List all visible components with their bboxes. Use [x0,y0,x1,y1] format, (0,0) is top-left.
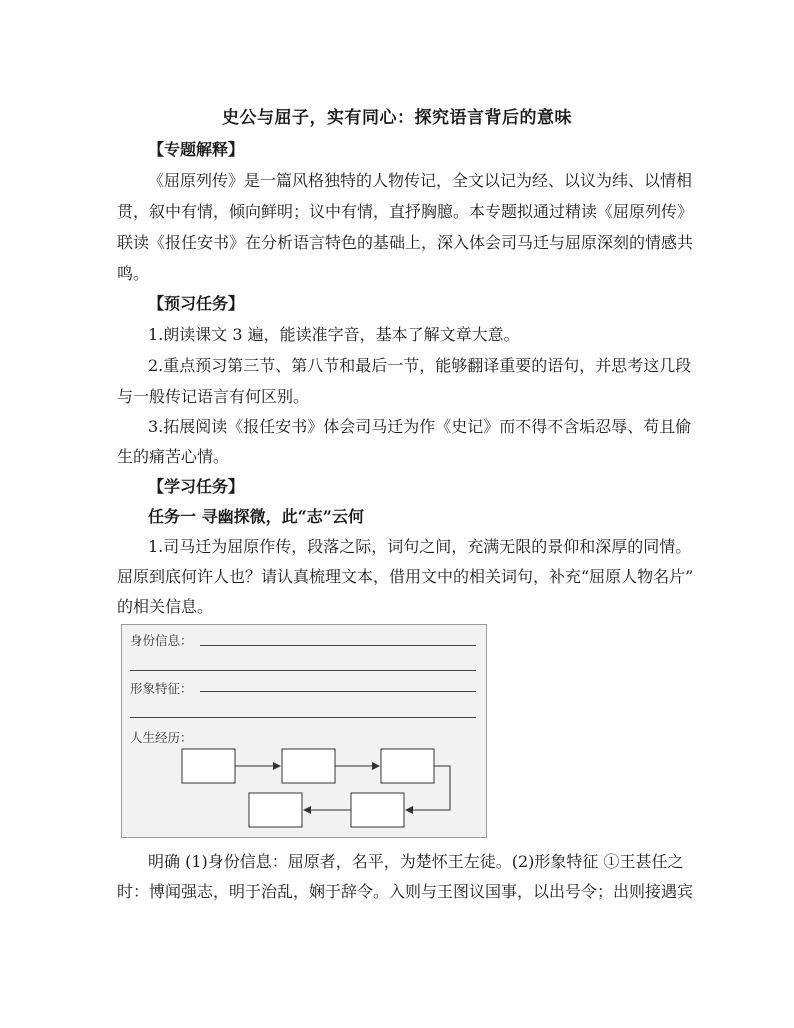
answer-line: 时：博闻强志，明于治乱，娴于辞令。入则与王图议国事，以出号令；出则接遇宾 [117,882,694,901]
paragraph-line: 鸣。 [117,264,150,283]
paragraph-line: 生的痛苦心情。 [117,447,230,466]
flow-box [381,749,434,783]
task-heading: 任务一 寻幽探微，此“志”云何 [148,507,364,526]
paragraph-line: 屈原到底何许人也？请认真梳理文本，借用文中的相关词句，补充“屈原人物名片” [117,567,694,586]
quyuan-profile-card [121,624,487,838]
section-heading-explain: 【专题解释】 [148,140,245,159]
section-heading-preview: 【预习任务】 [148,294,245,313]
flow-box [249,793,302,827]
identity-label: 身份信息： [130,633,193,648]
paragraph-line: 的相关信息。 [117,597,214,616]
page-title: 史公与屈子，实有同心：探究语言背后的意味 [222,108,572,128]
answer-line: 明确 (1)身份信息：屈原者，名平，为楚怀王左徒。(2)形象特征 ①王甚任之 [148,852,684,871]
paragraph-line: 2.重点预习第三节、第八节和最后一节，能够翻译重要的语句，并思考这几段 [148,356,692,375]
paragraph-line: 1.朗读课文 3 遍，能读准字音，基本了解文章大意。 [148,325,520,344]
section-heading-study: 【学习任务】 [148,477,245,496]
life-label: 人生经历： [130,730,193,745]
paragraph-line: 与一般传记语言有何区别。 [117,387,310,406]
paragraph-line: 《屈原列传》是一篇风格独特的人物传记，全文以记为经、以议为纬、以情相 [148,171,693,190]
flow-box [351,793,404,827]
flow-box [182,749,235,783]
paragraph-line: 联读《报任安书》在分析语言特色的基础上，深入体会司马迁与屈原深刻的情感共 [117,233,694,252]
life-flow-diagram [122,625,488,839]
image-label: 形象特征： [130,681,193,696]
paragraph-line: 1.司马迁为屈原作传，段落之际，词句之间，充满无限的景仰和深厚的同情。 [148,537,692,556]
paragraph-line: 3.拓展阅读《报任安书》体会司马迁为作《史记》而不得不含垢忍辱、苟且偷 [148,417,692,436]
paragraph-line: 贯，叙中有情，倾向鲜明；议中有情，直抒胸臆。本专题拟通过精读《屈原列传》 [117,202,694,221]
flow-box [282,749,335,783]
